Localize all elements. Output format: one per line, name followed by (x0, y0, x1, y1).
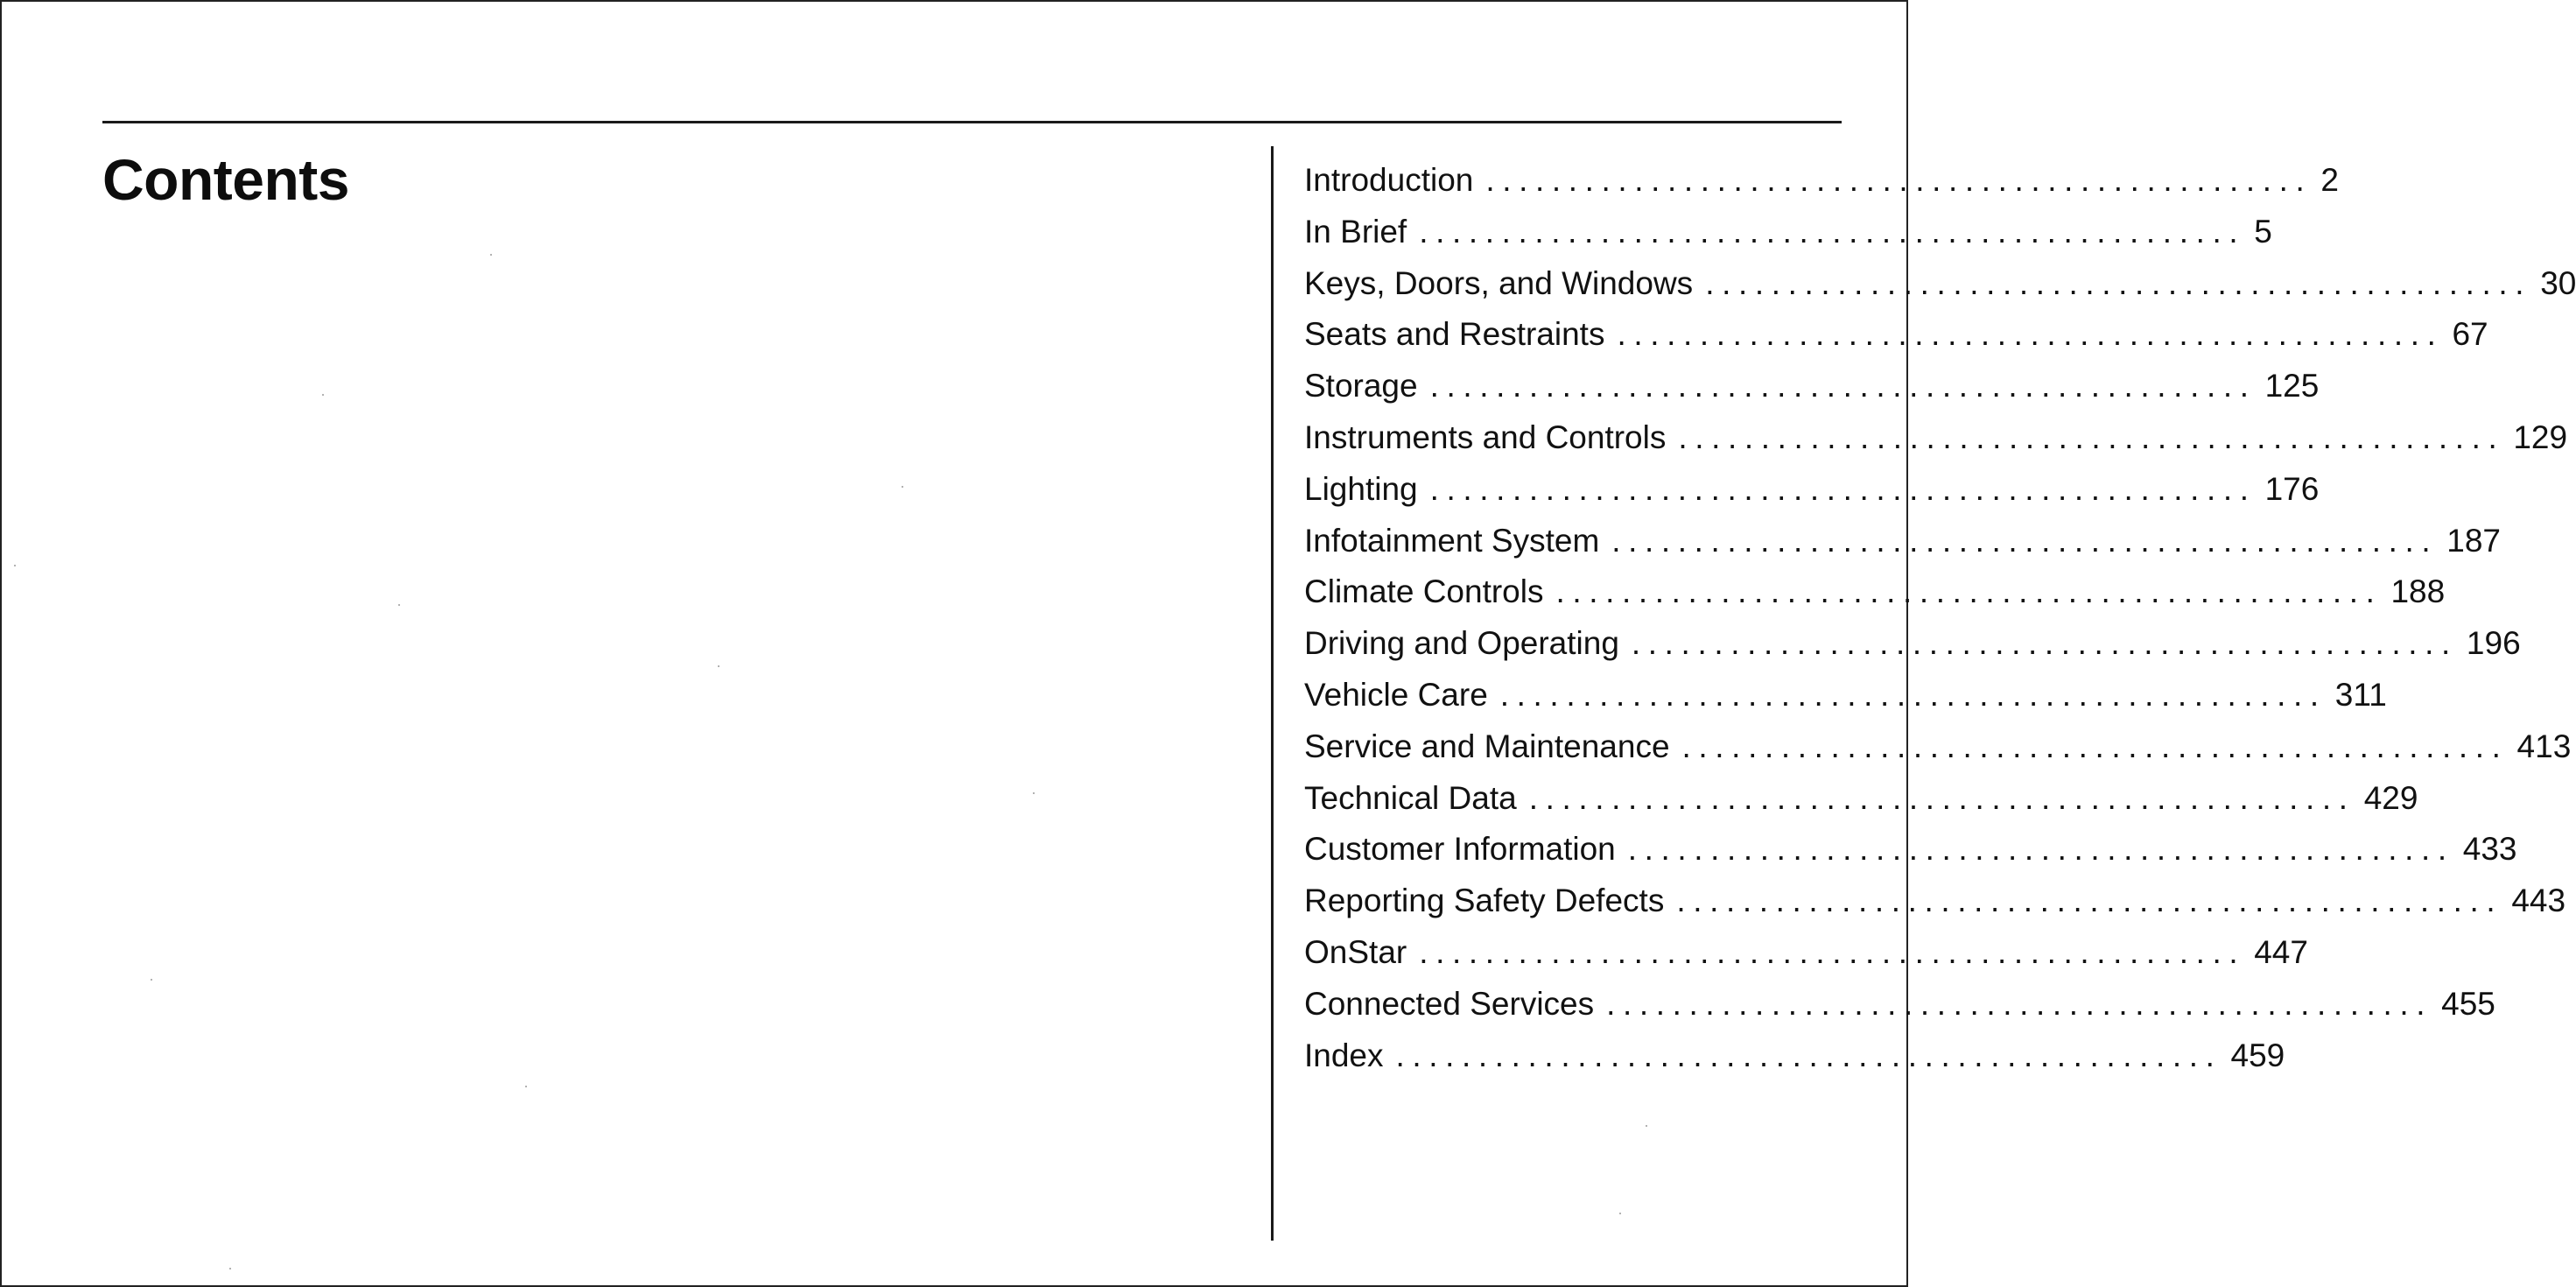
scan-speck (525, 1086, 527, 1087)
toc-entry-connected-services[interactable] (1304, 979, 2495, 1030)
dot-leader: .................................................. (1606, 985, 2433, 1022)
scan-speck (151, 979, 152, 981)
toc-entry-label: Keys, Doors, and Windows (1304, 264, 1694, 301)
toc-entry-label: Customer Information (1304, 831, 1616, 868)
toc-entry-keys-doors-windows[interactable] (1304, 258, 2576, 310)
table-of-contents (1304, 155, 2576, 1081)
toc-entry-page: 2 (2320, 162, 2339, 198)
toc-entry-storage[interactable] (1304, 361, 2320, 412)
toc-entry-climate-controls[interactable] (1304, 566, 2446, 618)
toc-entry-label: Vehicle Care (1304, 676, 1488, 713)
dot-leader: .................................................. (1555, 573, 2383, 610)
toc-entry-label: Seats and Restraints (1304, 316, 1605, 353)
toc-entry-label: Connected Services (1304, 985, 1595, 1022)
toc-entry-page: 413 (2516, 728, 2572, 764)
toc-entry-label: Climate Controls (1304, 573, 1544, 610)
toc-entry-reporting-safety-defects[interactable] (1304, 876, 2566, 927)
toc-entry-technical-data[interactable] (1304, 773, 2418, 825)
scan-speck (1619, 1213, 1621, 1214)
scan-speck (902, 486, 903, 488)
dot-leader: .................................................. (1617, 316, 2444, 353)
toc-entry-page: 5 (2254, 213, 2272, 250)
scan-speck (718, 665, 719, 667)
scan-speck (322, 394, 324, 396)
toc-entry-lighting[interactable] (1304, 464, 2320, 516)
dot-leader: .................................................. (1419, 933, 2246, 970)
dot-leader: .................................................. (1499, 676, 2327, 713)
toc-entry-page: 125 (2264, 368, 2320, 404)
toc-entry-label: Technical Data (1304, 779, 1517, 816)
toc-entry-label: Lighting (1304, 470, 1418, 507)
toc-entry-customer-information[interactable] (1304, 824, 2517, 876)
toc-entry-label: Driving and Operating (1304, 625, 1619, 662)
scan-speck (229, 1268, 231, 1269)
toc-entry-in-brief[interactable] (1304, 207, 2272, 258)
dot-leader: .................................................. (1676, 883, 2503, 919)
toc-entry-label: Introduction (1304, 162, 1474, 198)
toc-entry-instruments-controls[interactable] (1304, 412, 2568, 464)
toc-entry-page: 67 (2452, 316, 2488, 353)
dot-leader: .................................................. (1631, 625, 2458, 662)
column-divider (1271, 146, 1274, 1241)
dot-leader: .................................................. (1705, 264, 2532, 301)
toc-entry-page: 196 (2466, 625, 2521, 662)
dot-leader: .................................................. (1627, 831, 2454, 868)
toc-entry-page: 30 (2540, 264, 2576, 301)
toc-entry-page: 447 (2254, 933, 2308, 970)
dot-leader: .................................................. (1485, 162, 2313, 198)
toc-entry-label: Infotainment System (1304, 522, 1600, 559)
scan-speck (1646, 1125, 1647, 1127)
toc-entry-page: 188 (2390, 573, 2446, 610)
toc-entry-introduction[interactable] (1304, 155, 2339, 207)
toc-entry-page: 129 (2513, 418, 2568, 455)
toc-entry-page: 443 (2511, 883, 2566, 919)
toc-entry-page: 187 (2446, 522, 2501, 559)
scan-speck (490, 254, 492, 256)
toc-entry-label: Instruments and Controls (1304, 418, 1667, 455)
toc-entry-label: Reporting Safety Defects (1304, 883, 1665, 919)
toc-entry-page: 176 (2264, 470, 2320, 507)
dot-leader: .................................................. (1528, 779, 2355, 816)
toc-entry-index[interactable] (1304, 1030, 2285, 1082)
toc-entry-seats-restraints[interactable] (1304, 309, 2488, 361)
dot-leader: .................................................. (1678, 418, 2505, 455)
toc-entry-service-maintenance[interactable] (1304, 721, 2572, 773)
toc-entry-page: 455 (2441, 985, 2495, 1022)
scan-speck (398, 604, 400, 606)
toc-entry-page: 433 (2462, 831, 2517, 868)
toc-entry-onstar[interactable] (1304, 927, 2308, 979)
toc-entry-label: Storage (1304, 368, 1418, 404)
toc-entry-page: 459 (2230, 1037, 2285, 1073)
dot-leader: .................................................. (1681, 728, 2509, 764)
toc-entry-label: In Brief (1304, 213, 1407, 250)
dot-leader: .................................................. (1395, 1037, 2222, 1073)
toc-entry-label: Index (1304, 1037, 1384, 1073)
toc-entry-infotainment-system[interactable] (1304, 516, 2501, 567)
toc-entry-label: Service and Maintenance (1304, 728, 1670, 764)
dot-leader: .................................................. (1429, 368, 2257, 404)
top-rule (102, 121, 1842, 123)
scan-speck (14, 565, 16, 566)
toc-entry-vehicle-care[interactable] (1304, 670, 2387, 721)
toc-entry-page: 311 (2334, 676, 2387, 713)
toc-entry-page: 429 (2363, 779, 2418, 816)
toc-entry-driving-operating[interactable] (1304, 618, 2521, 670)
scan-speck (1033, 792, 1035, 794)
dot-leader: .................................................. (1611, 522, 2439, 559)
page-title: Contents (102, 147, 349, 212)
toc-entry-label: OnStar (1304, 933, 1407, 970)
dot-leader: .................................................. (1419, 213, 2246, 250)
dot-leader: .................................................. (1429, 470, 2257, 507)
